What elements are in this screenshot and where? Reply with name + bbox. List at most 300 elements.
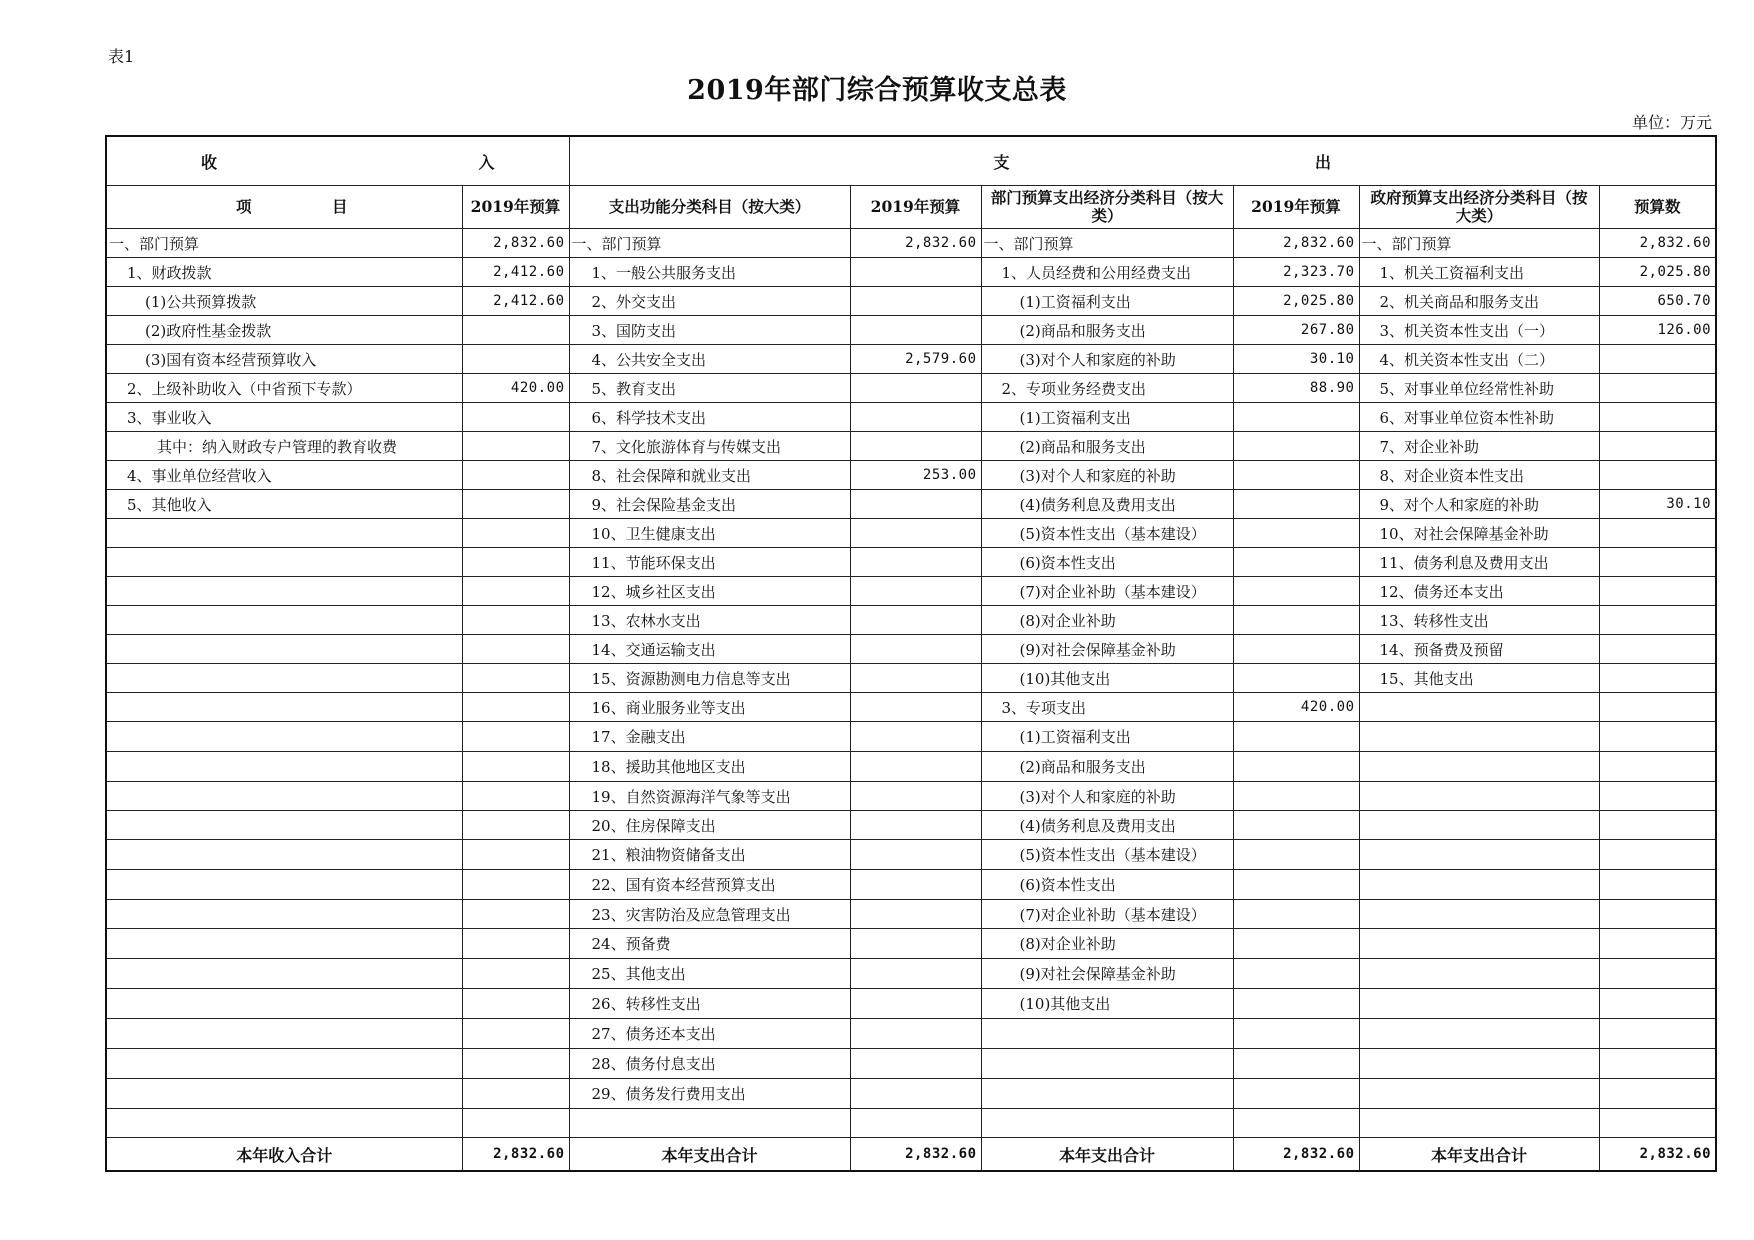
dept-item-cell: 3、专项支出: [981, 693, 1233, 722]
income-value-cell: [462, 1109, 569, 1138]
gov-value-cell: [1599, 345, 1716, 374]
dept-item-cell: [981, 1109, 1233, 1138]
gov-value-cell: [1599, 374, 1716, 403]
gov-item-cell: 1、机关工资福利支出: [1359, 258, 1599, 287]
table-row: [106, 1109, 1716, 1138]
page-title: 2019年部门综合预算收支总表: [687, 75, 1067, 106]
table-row: [106, 929, 1716, 959]
dept-item-cell: (2)商品和服务支出: [981, 432, 1233, 461]
func-item-cell: 28、债务付息支出: [569, 1049, 850, 1079]
income-value-cell: [462, 811, 569, 840]
gov-value-cell: [1599, 635, 1716, 664]
income-value-cell: [462, 959, 569, 989]
func-value-cell: [850, 490, 981, 519]
gov-item-cell: 一、部门预算: [1359, 229, 1599, 258]
func-item-cell: 13、农林水支出: [569, 606, 850, 635]
income-value-cell: [462, 461, 569, 490]
gov-item-cell: [1359, 870, 1599, 900]
func-value-cell: [850, 811, 981, 840]
func-item-cell: 16、商业服务业等支出: [569, 693, 850, 722]
gov-value-cell: [1599, 900, 1716, 929]
dept-value-cell: [1233, 1109, 1359, 1138]
func-total-value: 2,832.60: [850, 1138, 981, 1172]
income-item-cell: [106, 811, 462, 840]
gov-item-cell: [1359, 1109, 1599, 1138]
func-value-cell: [850, 316, 981, 345]
income-value-cell: [462, 1049, 569, 1079]
func-value-cell: 2,579.60: [850, 345, 981, 374]
dept-value-cell: [1233, 959, 1359, 989]
dept-value-cell: 267.80: [1233, 316, 1359, 345]
income-item-cell: 1、财政拨款: [106, 258, 462, 287]
table-row: [106, 548, 1716, 577]
func-item-cell: 2、外交支出: [569, 287, 850, 316]
income-value-cell: [462, 490, 569, 519]
func-value-cell: [850, 403, 981, 432]
func-item-cell: 5、教育支出: [569, 374, 850, 403]
table-row: [106, 403, 1716, 432]
gov-item-cell: 13、转移性支出: [1359, 606, 1599, 635]
income-item-cell: [106, 722, 462, 752]
income-value-cell: [462, 664, 569, 693]
func-value-cell: [850, 606, 981, 635]
gov-value-cell: 2,025.80: [1599, 258, 1716, 287]
table-row: [106, 1049, 1716, 1079]
income-value-cell: 2,412.60: [462, 258, 569, 287]
gov-value-cell: [1599, 840, 1716, 870]
income-item-cell: (3)国有资本经营预算收入: [106, 345, 462, 374]
func-item-cell: 17、金融支出: [569, 722, 850, 752]
gov-item-cell: 15、其他支出: [1359, 664, 1599, 693]
income-value-cell: [462, 782, 569, 811]
func-value-cell: [850, 258, 981, 287]
gov-item-cell: [1359, 782, 1599, 811]
func-item-cell: [569, 1109, 850, 1138]
gov-item-cell: 12、债务还本支出: [1359, 577, 1599, 606]
dept-item-cell: (4)债务利息及费用支出: [981, 811, 1233, 840]
dept-value-cell: [1233, 989, 1359, 1019]
table-row: [106, 693, 1716, 722]
dept-item-cell: (5)资本性支出（基本建设）: [981, 840, 1233, 870]
dept-total-label: 本年支出合计: [981, 1138, 1233, 1172]
income-value-cell: [462, 693, 569, 722]
gov-value-cell: [1599, 577, 1716, 606]
func-item-cell: 27、债务还本支出: [569, 1019, 850, 1049]
table-row: [106, 811, 1716, 840]
dept-item-cell: (3)对个人和家庭的补助: [981, 461, 1233, 490]
gov-item-cell: [1359, 989, 1599, 1019]
income-value-cell: [462, 900, 569, 929]
income-value-cell: 420.00: [462, 374, 569, 403]
func-value-cell: [850, 900, 981, 929]
func-value-cell: [850, 1079, 981, 1109]
income-item-cell: [106, 870, 462, 900]
income-value-cell: [462, 929, 569, 959]
table-row: [106, 316, 1716, 345]
func-item-cell: 8、社会保障和就业支出: [569, 461, 850, 490]
gov-value-cell: [1599, 606, 1716, 635]
dept-item-cell: [981, 1019, 1233, 1049]
dept-item-cell: 一、部门预算: [981, 229, 1233, 258]
income-item-cell: [106, 664, 462, 693]
gov-value-cell: [1599, 929, 1716, 959]
table-row: [106, 900, 1716, 929]
func-item-cell: 18、援助其他地区支出: [569, 752, 850, 782]
func-class-header: 支出功能分类科目（按大类）: [569, 186, 850, 229]
income-value-cell: [462, 1079, 569, 1109]
table-row: [106, 577, 1716, 606]
func-value-cell: 253.00: [850, 461, 981, 490]
dept-item-cell: (7)对企业补助（基本建设）: [981, 900, 1233, 929]
income-item-cell: [106, 929, 462, 959]
gov-value-cell: [1599, 461, 1716, 490]
table-tag: 表1: [108, 47, 135, 66]
dept-value-cell: [1233, 548, 1359, 577]
gov-item-cell: 5、对事业单位经常性补助: [1359, 374, 1599, 403]
dept-value-cell: [1233, 900, 1359, 929]
gov-item-cell: 6、对事业单位资本性补助: [1359, 403, 1599, 432]
gov-value-cell: [1599, 870, 1716, 900]
func-item-cell: 25、其他支出: [569, 959, 850, 989]
dept-item-cell: 2、专项业务经费支出: [981, 374, 1233, 403]
dept-budget-header: 2019年预算: [1233, 186, 1359, 229]
dept-value-cell: [1233, 1019, 1359, 1049]
dept-value-cell: 2,832.60: [1233, 229, 1359, 258]
func-value-cell: [850, 989, 981, 1019]
gov-item-cell: 9、对个人和家庭的补助: [1359, 490, 1599, 519]
func-value-cell: [850, 519, 981, 548]
gov-value-cell: 2,832.60: [1599, 229, 1716, 258]
income-value-cell: [462, 752, 569, 782]
dept-value-cell: 420.00: [1233, 693, 1359, 722]
gov-value-cell: [1599, 693, 1716, 722]
gov-value-cell: [1599, 432, 1716, 461]
func-item-cell: 12、城乡社区支出: [569, 577, 850, 606]
table-row: [106, 752, 1716, 782]
dept-item-cell: (10)其他支出: [981, 989, 1233, 1019]
income-value-cell: 2,832.60: [462, 229, 569, 258]
dept-value-cell: [1233, 606, 1359, 635]
dept-value-cell: [1233, 1049, 1359, 1079]
func-item-cell: 一、部门预算: [569, 229, 850, 258]
income-item-cell: [106, 606, 462, 635]
income-item-cell: 2、上级补助收入（中省预下专款）: [106, 374, 462, 403]
func-value-cell: [850, 870, 981, 900]
gov-item-cell: 11、债务利息及费用支出: [1359, 548, 1599, 577]
dept-value-cell: [1233, 1079, 1359, 1109]
table-row: [106, 345, 1716, 374]
func-item-cell: 11、节能环保支出: [569, 548, 850, 577]
table-row: [106, 287, 1716, 316]
dept-item-cell: (3)对个人和家庭的补助: [981, 345, 1233, 374]
dept-item-cell: (10)其他支出: [981, 664, 1233, 693]
income-value-cell: [462, 577, 569, 606]
income-item-cell: [106, 989, 462, 1019]
gov-value-cell: [1599, 1079, 1716, 1109]
gov-value-cell: 30.10: [1599, 490, 1716, 519]
income-value-cell: [462, 432, 569, 461]
dept-item-cell: (8)对企业补助: [981, 929, 1233, 959]
gov-item-cell: [1359, 900, 1599, 929]
func-item-cell: 4、公共安全支出: [569, 345, 850, 374]
func-value-cell: [850, 1019, 981, 1049]
income-item-cell: [106, 1109, 462, 1138]
income-total-value: 2,832.60: [462, 1138, 569, 1172]
income-value-cell: [462, 989, 569, 1019]
gov-item-cell: 3、机关资本性支出（一）: [1359, 316, 1599, 345]
func-value-cell: [850, 929, 981, 959]
table-row: [106, 782, 1716, 811]
gov-value-cell: [1599, 959, 1716, 989]
dept-value-cell: [1233, 461, 1359, 490]
dept-item-cell: (3)对个人和家庭的补助: [981, 782, 1233, 811]
func-value-cell: [850, 782, 981, 811]
table-row: [106, 1079, 1716, 1109]
func-budget-header: 2019年预算: [850, 186, 981, 229]
table-row: [106, 374, 1716, 403]
income-value-cell: [462, 870, 569, 900]
func-item-cell: 19、自然资源海洋气象等支出: [569, 782, 850, 811]
gov-item-cell: 10、对社会保障基金补助: [1359, 519, 1599, 548]
func-item-cell: 3、国防支出: [569, 316, 850, 345]
table-row: [106, 664, 1716, 693]
gov-item-cell: 4、机关资本性支出（二）: [1359, 345, 1599, 374]
income-value-cell: [462, 548, 569, 577]
expense-group-char-a: 支: [993, 152, 1010, 172]
dept-total-value: 2,832.60: [1233, 1138, 1359, 1172]
gov-value-cell: [1599, 403, 1716, 432]
gov-value-cell: [1599, 752, 1716, 782]
income-value-cell: [462, 635, 569, 664]
gov-value-cell: [1599, 519, 1716, 548]
expense-group-header: [569, 136, 1716, 186]
income-item-cell: [106, 1049, 462, 1079]
income-item-cell: [106, 519, 462, 548]
dept-value-cell: 2,323.70: [1233, 258, 1359, 287]
income-value-cell: [462, 345, 569, 374]
dept-item-cell: (2)商品和服务支出: [981, 752, 1233, 782]
income-value-cell: 2,412.60: [462, 287, 569, 316]
income-item-cell: (1)公共预算拨款: [106, 287, 462, 316]
unit-label: 单位：万元: [1631, 113, 1712, 132]
func-value-cell: [850, 432, 981, 461]
dept-value-cell: [1233, 840, 1359, 870]
dept-item-cell: (1)工资福利支出: [981, 403, 1233, 432]
gov-item-cell: [1359, 811, 1599, 840]
gov-item-cell: [1359, 1079, 1599, 1109]
item-header-char-b: 目: [331, 197, 348, 216]
gov-item-cell: [1359, 722, 1599, 752]
income-item-cell: [106, 840, 462, 870]
dept-value-cell: [1233, 929, 1359, 959]
func-value-cell: [850, 374, 981, 403]
dept-value-cell: 30.10: [1233, 345, 1359, 374]
func-value-cell: [850, 959, 981, 989]
func-item-cell: 7、文化旅游体育与传媒支出: [569, 432, 850, 461]
expense-group-char-b: 出: [1315, 152, 1332, 172]
income-item-cell: [106, 959, 462, 989]
income-item-cell: [106, 900, 462, 929]
income-item-cell: 其中：纳入财政专户管理的教育收费: [106, 432, 462, 461]
income-item-cell: (2)政府性基金拨款: [106, 316, 462, 345]
income-value-cell: [462, 1019, 569, 1049]
gov-value-cell: 126.00: [1599, 316, 1716, 345]
dept-value-cell: [1233, 490, 1359, 519]
dept-value-cell: 2,025.80: [1233, 287, 1359, 316]
dept-item-cell: (1)工资福利支出: [981, 287, 1233, 316]
dept-value-cell: 88.90: [1233, 374, 1359, 403]
table-row: [106, 461, 1716, 490]
income-group-header: [106, 136, 569, 186]
gov-item-cell: 8、对企业资本性支出: [1359, 461, 1599, 490]
func-item-cell: 26、转移性支出: [569, 989, 850, 1019]
income-item-cell: [106, 693, 462, 722]
func-value-cell: [850, 752, 981, 782]
income-value-cell: [462, 519, 569, 548]
gov-item-cell: [1359, 1049, 1599, 1079]
dept-value-cell: [1233, 752, 1359, 782]
gov-value-cell: [1599, 1019, 1716, 1049]
gov-item-cell: [1359, 929, 1599, 959]
item-column-header: [106, 186, 462, 229]
dept-item-cell: (6)资本性支出: [981, 548, 1233, 577]
income-value-cell: [462, 722, 569, 752]
func-item-cell: 22、国有资本经营预算支出: [569, 870, 850, 900]
dept-item-cell: [981, 1049, 1233, 1079]
income-item-cell: 3、事业收入: [106, 403, 462, 432]
table-row: [106, 229, 1716, 258]
income-item-cell: [106, 635, 462, 664]
func-value-cell: [850, 1049, 981, 1079]
table-row: [106, 1019, 1716, 1049]
gov-total-value: 2,832.60: [1599, 1138, 1716, 1172]
func-item-cell: 1、一般公共服务支出: [569, 258, 850, 287]
func-value-cell: [850, 1109, 981, 1138]
income-item-cell: [106, 1019, 462, 1049]
gov-total-label: 本年支出合计: [1359, 1138, 1599, 1172]
income-budget-header: 2019年预算: [462, 186, 569, 229]
table-row: [106, 258, 1716, 287]
gov-value-cell: [1599, 664, 1716, 693]
gov-item-cell: 7、对企业补助: [1359, 432, 1599, 461]
income-value-cell: [462, 840, 569, 870]
gov-item-cell: [1359, 752, 1599, 782]
table-row: [106, 722, 1716, 752]
func-value-cell: [850, 548, 981, 577]
gov-value-cell: 650.70: [1599, 287, 1716, 316]
table-row: [106, 959, 1716, 989]
income-value-cell: [462, 403, 569, 432]
dept-value-cell: [1233, 782, 1359, 811]
gov-budget-header: 预算数: [1599, 186, 1716, 229]
func-value-cell: [850, 722, 981, 752]
func-value-cell: [850, 840, 981, 870]
dept-value-cell: [1233, 432, 1359, 461]
dept-item-cell: [981, 1079, 1233, 1109]
income-item-cell: 4、事业单位经营收入: [106, 461, 462, 490]
table-row: [106, 606, 1716, 635]
gov-value-cell: [1599, 722, 1716, 752]
gov-econ-header: 政府预算支出经济分类科目（按大类）: [1359, 186, 1599, 229]
dept-item-cell: (5)资本性支出（基本建设）: [981, 519, 1233, 548]
table-row: [106, 519, 1716, 548]
func-item-cell: 24、预备费: [569, 929, 850, 959]
gov-value-cell: [1599, 548, 1716, 577]
gov-item-cell: [1359, 693, 1599, 722]
gov-value-cell: [1599, 989, 1716, 1019]
income-item-cell: [106, 548, 462, 577]
dept-item-cell: (6)资本性支出: [981, 870, 1233, 900]
func-value-cell: [850, 664, 981, 693]
func-value-cell: [850, 693, 981, 722]
func-value-cell: [850, 577, 981, 606]
func-value-cell: [850, 635, 981, 664]
table-row: [106, 989, 1716, 1019]
dept-value-cell: [1233, 870, 1359, 900]
gov-value-cell: [1599, 1049, 1716, 1079]
totals-row: [106, 1138, 1716, 1172]
func-item-cell: 14、交通运输支出: [569, 635, 850, 664]
func-item-cell: 10、卫生健康支出: [569, 519, 850, 548]
gov-value-cell: [1599, 1109, 1716, 1138]
func-item-cell: 6、科学技术支出: [569, 403, 850, 432]
income-item-cell: [106, 752, 462, 782]
gov-item-cell: 14、预备费及预留: [1359, 635, 1599, 664]
dept-item-cell: (8)对企业补助: [981, 606, 1233, 635]
func-item-cell: 29、债务发行费用支出: [569, 1079, 850, 1109]
dept-value-cell: [1233, 519, 1359, 548]
table-row: [106, 490, 1716, 519]
func-item-cell: 20、住房保障支出: [569, 811, 850, 840]
dept-item-cell: (7)对企业补助（基本建设）: [981, 577, 1233, 606]
gov-item-cell: [1359, 1019, 1599, 1049]
dept-value-cell: [1233, 403, 1359, 432]
dept-econ-header: 部门预算支出经济分类科目（按大类）: [981, 186, 1233, 229]
gov-value-cell: [1599, 782, 1716, 811]
func-value-cell: 2,832.60: [850, 229, 981, 258]
func-item-cell: 23、灾害防治及应急管理支出: [569, 900, 850, 929]
dept-value-cell: [1233, 811, 1359, 840]
dept-value-cell: [1233, 635, 1359, 664]
table-row: [106, 432, 1716, 461]
income-group-char-a: 收: [201, 152, 218, 172]
dept-item-cell: 1、人员经费和公用经费支出: [981, 258, 1233, 287]
income-value-cell: [462, 606, 569, 635]
income-item-cell: 一、部门预算: [106, 229, 462, 258]
dept-item-cell: (9)对社会保障基金补助: [981, 959, 1233, 989]
gov-item-cell: 2、机关商品和服务支出: [1359, 287, 1599, 316]
dept-value-cell: [1233, 577, 1359, 606]
func-value-cell: [850, 287, 981, 316]
income-group-char-b: 入: [478, 152, 495, 172]
income-value-cell: [462, 316, 569, 345]
dept-value-cell: [1233, 664, 1359, 693]
dept-item-cell: (2)商品和服务支出: [981, 316, 1233, 345]
income-item-cell: [106, 577, 462, 606]
income-item-cell: [106, 782, 462, 811]
income-item-cell: 5、其他收入: [106, 490, 462, 519]
dept-item-cell: (4)债务利息及费用支出: [981, 490, 1233, 519]
func-item-cell: 15、资源勘测电力信息等支出: [569, 664, 850, 693]
income-item-cell: [106, 1079, 462, 1109]
gov-value-cell: [1599, 811, 1716, 840]
func-item-cell: 21、粮油物资储备支出: [569, 840, 850, 870]
func-total-label: 本年支出合计: [569, 1138, 850, 1172]
dept-item-cell: (9)对社会保障基金补助: [981, 635, 1233, 664]
func-item-cell: 9、社会保险基金支出: [569, 490, 850, 519]
table-row: [106, 840, 1716, 870]
dept-item-cell: (1)工资福利支出: [981, 722, 1233, 752]
